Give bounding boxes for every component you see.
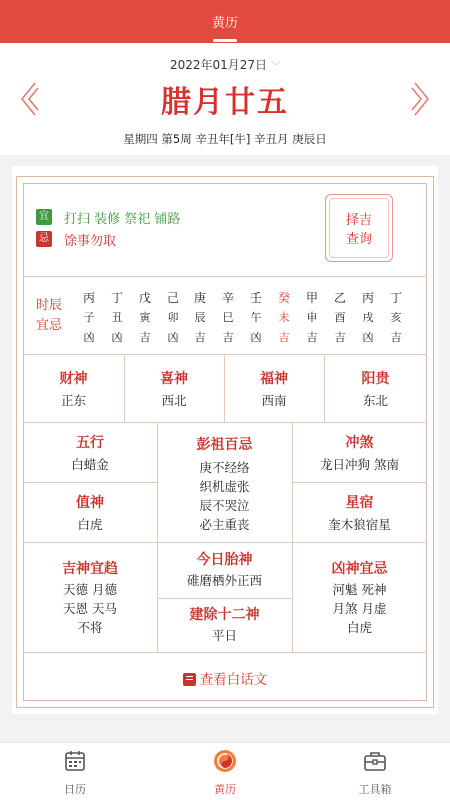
shichen-gan: 己 [166,291,179,305]
divider [157,598,292,599]
shichen-zhi: 巳 [222,311,234,324]
chevron-down-icon: ﹀ [271,62,281,72]
divider [324,354,325,422]
xiongshen-line: 白虎 [346,620,372,635]
xingxiu-value: 奎木狼宿星 [328,517,391,532]
view-vernacular-label: 查看白话文 [199,672,268,688]
shichen-column [358,288,378,348]
shichen-gan: 丙 [82,291,95,305]
chongsha-title: 冲煞 [345,435,374,451]
god-title: 财神 [59,371,88,387]
shichen-gan: 辛 [221,291,234,305]
solar-date: 2022年01月27日 [169,58,268,72]
shichen-gan: 乙 [333,291,346,305]
xiongshen-line: 月煞 月虚 [332,601,387,616]
divider [23,542,427,543]
god-direction: 正东 [60,393,86,408]
toolbox-icon [363,749,387,773]
divider [23,354,427,355]
xiongshen-title: 凶神宜忌 [331,561,388,577]
date-header [0,43,450,155]
shichen-column [246,288,266,348]
book-icon [183,673,196,686]
god-title: 喜神 [160,371,188,387]
ji-text: 馀事勿取 [64,233,117,249]
divider [23,276,427,277]
shichen-luck: 吉 [390,331,402,344]
divider [23,422,427,423]
shichen-gan: 戊 [138,291,151,305]
title-underline [213,39,237,42]
xiongshen-lines [292,580,427,637]
jishen-title: 吉神宜趋 [62,561,118,577]
shichen-zhi: 戌 [362,311,374,324]
shichen-column [135,288,155,348]
view-vernacular-link[interactable] [12,668,438,688]
shichen-column [386,288,406,348]
pengzu-lines [157,458,292,534]
tab-almanac[interactable] [185,749,265,797]
shichen-gan: 庚 [193,291,206,305]
divider [124,354,125,422]
pengzu-line: 辰不哭泣 [199,498,250,513]
bottom-tab-bar [0,742,450,800]
shichen-luck: 凶 [83,331,95,344]
date-picker[interactable] [0,56,450,73]
god-direction: 西南 [261,393,287,408]
shichen-gan: 壬 [249,291,262,305]
jishen-line: 天恩 天马 [63,601,117,616]
shichen-zhi: 辰 [194,311,206,324]
taishen-value: 碓磨栖外正西 [186,573,262,588]
shichen-label-line1: 时辰 [36,298,63,313]
zeji-button-line2: 查询 [345,232,372,247]
lunar-date: 腊月廿五 [161,85,289,120]
shichen-zhi: 卯 [167,311,179,324]
tab-toolbox-label: 工具箱 [358,783,392,796]
divider [224,354,225,422]
date-details: 星期四 第5周 辛丑年[牛] 辛丑月 庚辰日 [123,132,327,146]
yi-ji-section [36,206,180,250]
god-title: 阳贵 [361,371,390,387]
shichen-zhi: 亥 [390,311,402,324]
taishen-title: 今日胎神 [196,552,253,568]
almanac-card [12,166,438,714]
shichen-label-line2: 宜忌 [36,318,63,333]
shichen-luck: 凶 [167,331,179,344]
shichen-gan: 丙 [361,291,374,305]
shichen-column [79,288,99,348]
god-direction: 东北 [362,393,388,408]
shichen-luck: 吉 [194,331,206,344]
yi-text: 打扫 装修 祭祀 铺路 [64,211,181,227]
shichen-gan: 丁 [389,291,402,305]
yi-row [36,206,180,228]
pengzu-line: 庚不经络 [199,460,250,475]
shichen-gan: 甲 [305,291,318,305]
shichen-gan: 丁 [110,291,123,305]
shichen-label [36,296,62,336]
shichen-luck: 吉 [306,331,318,344]
shichen-zhi: 未 [278,311,290,324]
chongsha-value: 龙日冲狗 煞南 [320,457,399,472]
shichen-zhi: 丑 [111,311,123,324]
shichen-column [190,288,210,348]
shichen-column [163,288,183,348]
pengzu-title: 彭祖百忌 [196,437,253,453]
shichen-luck: 吉 [278,331,290,344]
jianchu-title: 建除十二神 [189,607,260,623]
shichen-zhi: 申 [306,311,318,324]
shichen-column [274,288,294,348]
page-title: 黄历 [211,16,238,31]
yi-badge: 宜 [36,209,52,225]
shichen-luck: 凶 [111,331,123,344]
wuxing-title: 五行 [76,435,104,451]
shichen-zhi: 午 [250,311,262,324]
shichen-gan: 癸 [277,291,290,305]
jishen-lines [23,580,157,637]
divider [292,482,427,483]
shichen-zhi: 酉 [334,311,346,324]
xingxiu-title: 星宿 [345,495,374,511]
wuxing-value: 白蜡金 [71,457,109,472]
shichen-column [330,288,350,348]
tab-calendar[interactable] [35,749,115,797]
shichen-column [107,288,127,348]
zhishen-value: 白虎 [77,517,103,532]
shichen-column [218,288,238,348]
shichen-zhi: 寅 [139,311,151,324]
god-title: 福神 [260,371,288,387]
god-direction: 西北 [161,393,187,408]
shichen-luck: 吉 [139,331,151,344]
top-bar [0,0,450,43]
jishen-line: 不将 [77,620,103,635]
calendar-icon [63,749,87,773]
xiongshen-line: 河魁 死神 [332,582,387,597]
shichen-luck: 凶 [250,331,262,344]
divider [23,482,157,483]
pengzu-line: 织机虚张 [199,479,250,494]
tab-toolbox[interactable] [335,749,415,797]
shichen-luck: 吉 [222,331,234,344]
shichen-luck: 凶 [362,331,374,344]
jianchu-value: 平日 [211,628,237,643]
shichen-zhi: 子 [83,311,95,324]
divider [23,652,427,653]
zeji-button-line1: 择吉 [345,213,372,228]
next-day-arrow-icon[interactable] [411,81,431,117]
ji-badge: 忌 [36,231,52,247]
tab-almanac-label: 黄历 [214,783,236,796]
zhishen-title: 值神 [76,495,104,511]
tab-calendar-label: 日历 [64,783,86,796]
shichen-column [302,288,322,348]
zeji-query-button[interactable] [325,194,393,262]
ji-row [36,228,180,250]
almanac-icon [213,749,237,773]
pengzu-line: 必主重丧 [199,517,250,532]
shichen-luck: 吉 [334,331,346,344]
jishen-line: 天德 月德 [63,582,117,597]
